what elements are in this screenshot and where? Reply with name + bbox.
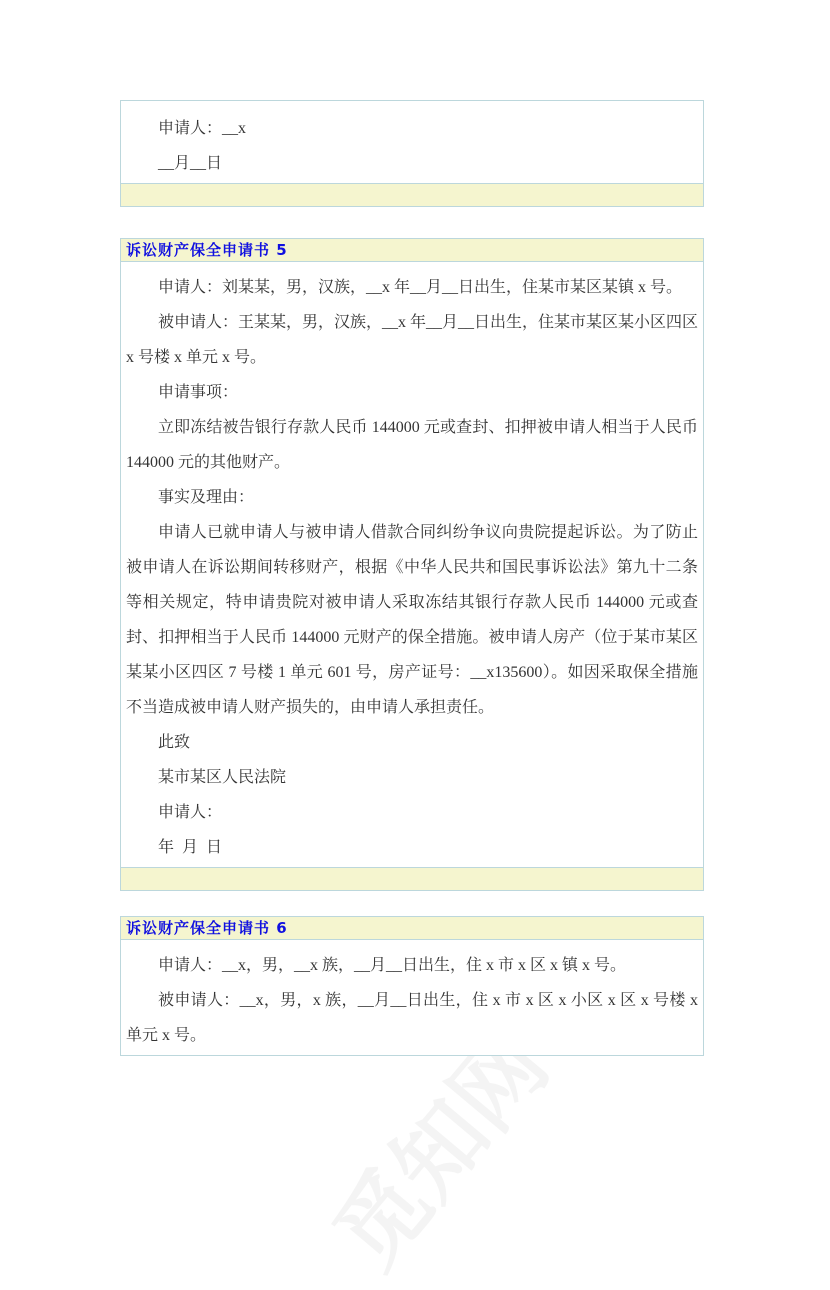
paragraph: 申请人：刘某某，男，汉族，__x 年__月__日出生，住某市某区某镇 x 号。: [158, 279, 683, 296]
section-title: 诉讼财产保全申请书 6: [121, 917, 703, 940]
section-title: 诉讼财产保全申请书 5: [121, 239, 703, 262]
paragraph: 申请人：: [158, 804, 223, 821]
paragraph: 年 月 日: [158, 839, 223, 856]
paragraph: 某市某区人民法院: [158, 769, 287, 786]
paragraph: 申请事项：: [158, 384, 239, 401]
paragraph: 被申请人：王某某，男，汉族，__x 年__月__日出生，住某市某区某小区四区 x 号楼 x 单元 x 号。: [126, 314, 699, 366]
paragraph: __月__日: [158, 155, 223, 172]
paragraph: 事实及理由：: [158, 489, 255, 506]
paragraph: 申请人：__x，男，__x 族，__月__日出生，住 x 市 x 区 x 镇 x 号。: [158, 957, 627, 974]
section-5: [120, 238, 704, 891]
section-top: [120, 100, 704, 207]
paragraph: 此致: [158, 734, 191, 751]
paragraph: 申请人已就申请人与被申请人借款合同纠纷争议向贵院提起诉讼。为了防止被申请人在诉讼期间转移财产，根据《中华人民共和国民事诉讼法》第九十二条等相关规定，特申请贵院对被申请人采取冻结其银行存款人民币 144000 元或查封、扣押相当于人民币 144000 元财产的保全措施。被申请人房产（位于某市某区某某小区四区 7 号楼 1 单元 601 号，房产证号：__x135600）。如因采取保全措施不当造成被申请人财产损失的，由申请人承担责任。: [126, 524, 698, 716]
paragraph: 被申请人：__x，男，x 族，__月__日出生，住 x 市 x 区 x 小区 x 区 x 号楼 x 单元 x 号。: [126, 992, 698, 1044]
paragraph: 申请人：__x: [158, 120, 247, 137]
section-6: [120, 916, 704, 1056]
paragraph: 立即冻结被告银行存款人民币 144000 元或查封、扣押被申请人相当于人民币 144000 元的其他财产。: [126, 419, 698, 471]
section-footer: [121, 183, 703, 206]
section-footer: [121, 867, 703, 890]
